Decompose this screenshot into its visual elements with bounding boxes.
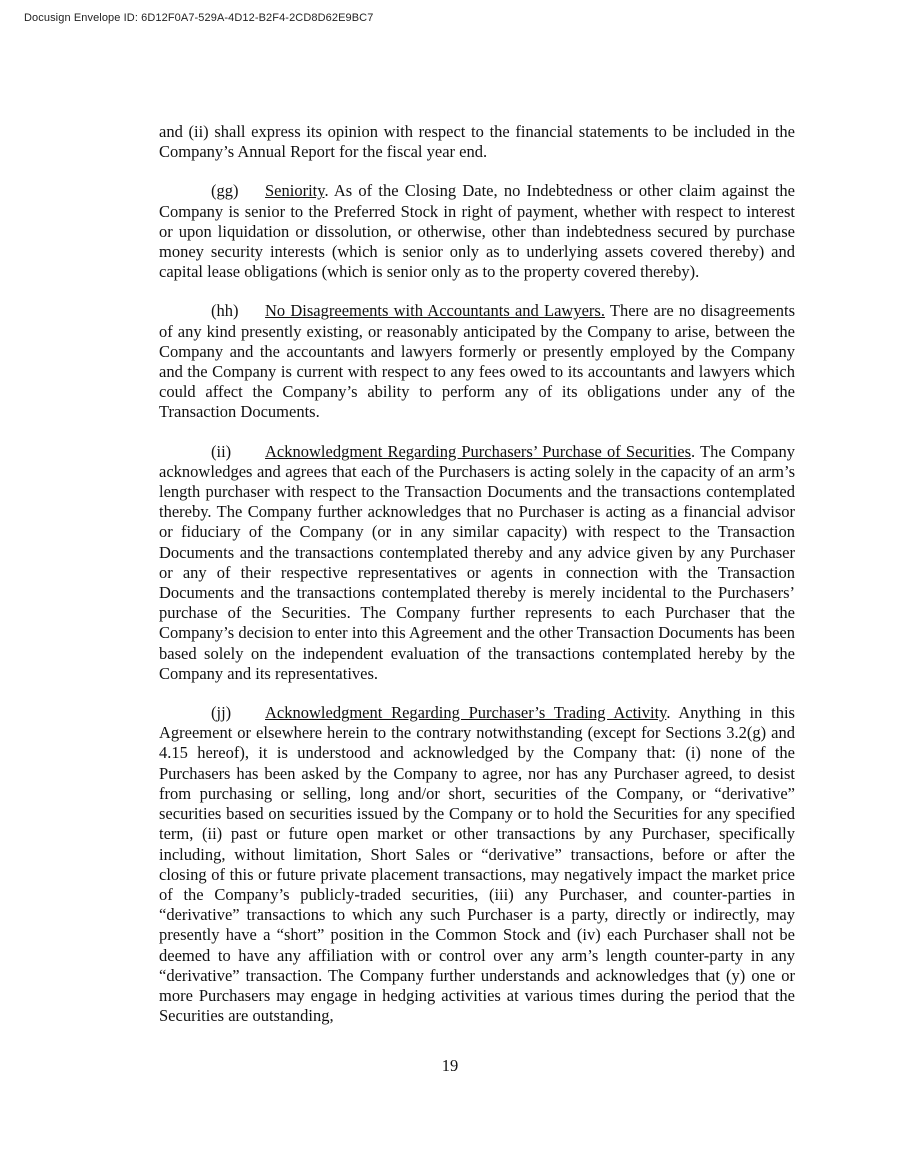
section-jj-heading: Acknowledgment Regarding Purchaser’s Trading Activity (265, 703, 667, 723)
section-hh-label: (hh) (211, 301, 239, 321)
section-hh-no-disagreements (159, 301, 795, 422)
document-body (159, 122, 795, 1045)
paragraph-intro-text: and (ii) shall express its opinion with respect to the financial statements to be included in the Company’s Annual Report for the fiscal year end. (159, 122, 795, 162)
section-gg-seniority (159, 181, 795, 282)
section-gg-heading: Seniority (265, 181, 325, 201)
section-jj-text: . Anything in this Agreement or elsewhere herein to the contrary notwithstanding (except for Sections 3.2(g) and 4.15 hereof), it is understood and acknowledged by the Company that: (i) none of the Purchasers has been asked by the Company to agree, nor has any Purchaser agreed, to desist from purchasing or selling, long and/or short, securities of the Company, or “derivative” securities based on securities issued by the Company or to hold the Securities for any specified term, (ii) past or future open market or other transactions by any Purchaser, specifically including, without limitation, Short Sales or “derivative” transactions, before or after the closing of this or future private placement transactions, may negatively impact the market price of the Company’s publicly-traded securities, (iii) any Purchaser, and counter-parties in “derivative” transactions to which any such Purchaser is a party, directly or indirectly, may presently have a “short” position in the Common Stock and (iv) each Purchaser shall not be deemed to have any affiliation with or control over any arm’s length counter-party in any “derivative” transaction. The Company further understands and acknowledges that (y) one or more Purchasers may engage in hedging activities at various times during the period that the Securities are outstanding, (159, 703, 795, 1026)
paragraph-intro (159, 122, 795, 162)
section-ii-text: . The Company acknowledges and agrees that each of the Purchasers is acting solely in the capacity of an arm’s length purchaser with respect to the Transaction Documents and the transactions contemplated thereby. The Company further acknowledges that no Purchaser is acting as a financial advisor or fiduciary of the Company (or in any similar capacity) with respect to the Transaction Documents and the transactions contemplated thereby and any advice given by any Purchaser or any of their respective representatives or agents in connection with the Transaction Documents and the transactions contemplated thereby is merely incidental to the Purchasers’ purchase of the Securities. The Company further represents to each Purchaser that the Company’s decision to enter into this Agreement and the other Transaction Documents has been based solely on the independent evaluation of the transactions contemplated hereby by the Company and its representatives. (159, 441, 795, 683)
section-jj-acknowledgment-trading (159, 703, 795, 1026)
section-gg-text: . As of the Closing Date, no Indebtedness or other claim against the Company is senior to the Preferred Stock in right of payment, whether with respect to interest or upon liquidation or dissolution, or otherwise, other than indebtedness secured by purchase money security interests (which is senior only as to underlying assets covered thereby) and capital lease obligations (which is senior only as to the property covered thereby). (159, 181, 795, 282)
section-hh-heading: No Disagreements with Accountants and Lawyers. (265, 301, 605, 321)
page-number: 19 (441, 1056, 459, 1075)
section-hh-text: There are no disagreements of any kind presently existing, or reasonably anticipated by the Company to arise, between the Company and the accountants and lawyers formerly or presently employed by the Company and the Company is current with respect to any fees owed to its accountants and lawyers which could affect the Company’s ability to perform any of its obligations under any of the Transaction Documents. (159, 301, 796, 422)
section-ii-heading: Acknowledgment Regarding Purchasers’ Purchase of Securities (265, 441, 691, 461)
section-gg-label: (gg) (211, 181, 239, 201)
section-jj-label: (jj) (211, 703, 232, 723)
section-ii-label: (ii) (211, 441, 232, 461)
section-ii-acknowledgment-purchase (159, 442, 795, 684)
docusign-envelope-id: Docusign Envelope ID: 6D12F0A7-529A-4D12-B2F4-2CD8D62E9BC7 (24, 12, 374, 24)
